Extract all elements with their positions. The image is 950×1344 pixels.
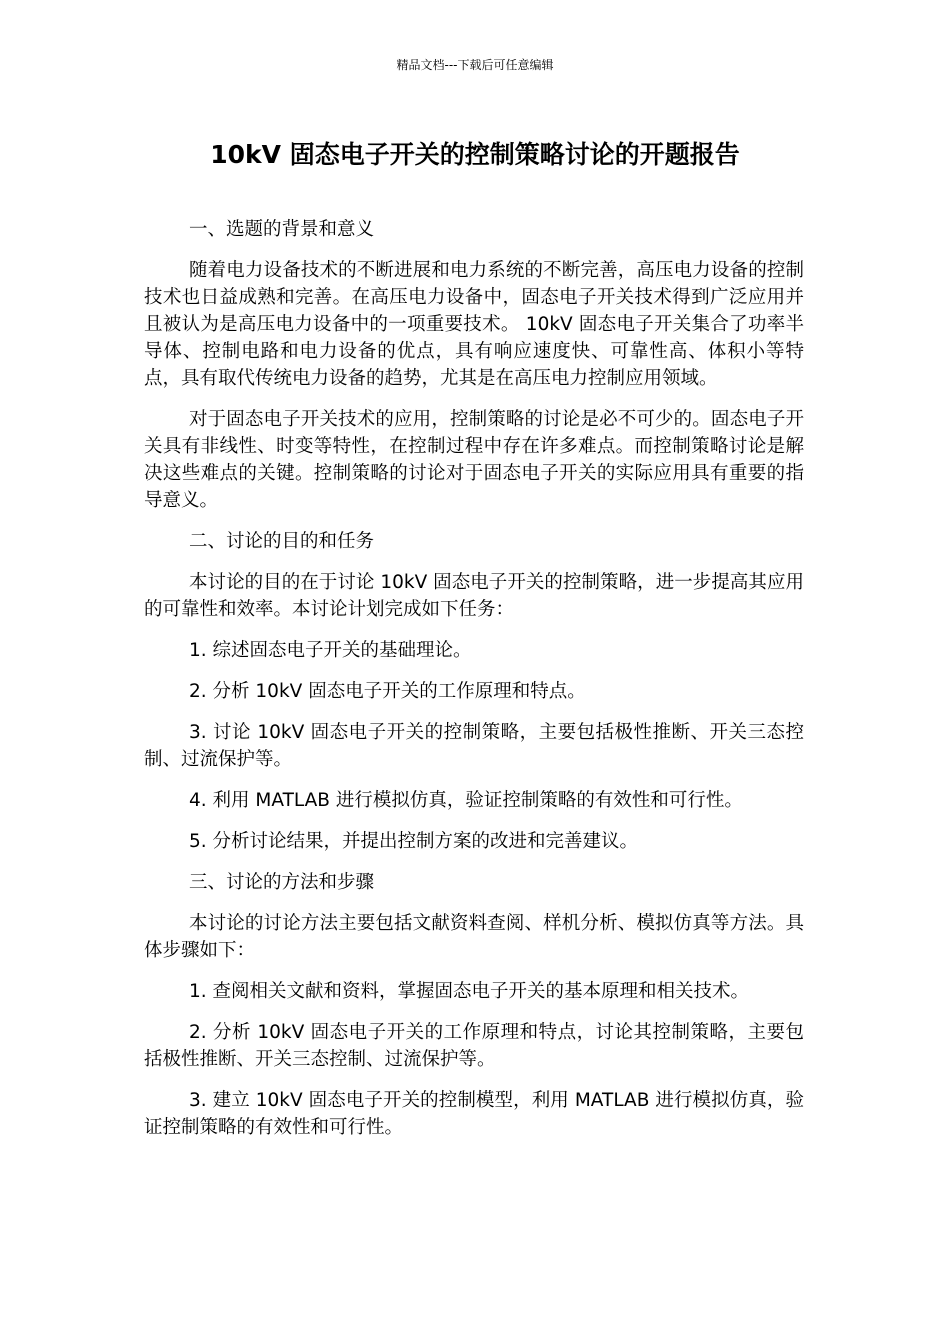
list-item: 3. 建立 10kV 固态电子开关的控制模型，利用 MATLAB 进行模拟仿真，验证控制策略的有效性和可行性。	[144, 1090, 804, 1138]
section-heading-methods: 三、讨论的方法和步骤	[189, 872, 375, 893]
paragraph-background-2: 对于固态电子开关技术的应用，控制策略的讨论是必不可少的。固态电子开关具有非线性、时变等特性，在控制过程中存在许多难点。而控制策略讨论是解决这些难点的关键。控制策略的讨论对于固态电子开关的实际应用具有重要的指导意义。	[144, 409, 804, 511]
section-heading-purpose: 二、讨论的目的和任务	[189, 531, 375, 552]
paragraph-purpose-intro: 本讨论的目的在于讨论 10kV 固态电子开关的控制策略，进一步提高其应用的可靠性和效率。本讨论计划完成如下任务：	[144, 572, 804, 620]
paragraph-methods-intro: 本讨论的讨论方法主要包括文献资料查阅、样机分析、模拟仿真等方法。具体步骤如下：	[144, 913, 804, 961]
list-item: 1. 综述固态电子开关的基础理论。	[189, 640, 472, 661]
list-item: 3. 讨论 10kV 固态电子开关的控制策略，主要包括极性推断、开关三态控制、过流保护等。	[144, 722, 804, 770]
page-header: 精品文档---下载后可任意编辑	[396, 58, 554, 72]
section-heading-background: 一、选题的背景和意义	[189, 219, 375, 240]
list-item: 1. 查阅相关文献和资料，掌握固态电子开关的基本原理和相关技术。	[189, 981, 750, 1002]
paragraph-background-1: 随着电力设备技术的不断进展和电力系统的不断完善，高压电力设备的控制技术也日益成熟和完善。在高压电力设备中，固态电子开关技术得到广泛应用并且被认为是高压电力设备中的一项重要技术。 10kV 固态电子开关集合了功率半导体、控制电路和电力设备的优点，具有响应速度快、可靠性高、体积小等特点，具有取代传统电力设备的趋势，尤其是在高压电力控制应用领域。	[144, 260, 804, 389]
list-item: 2. 分析 10kV 固态电子开关的工作原理和特点。	[189, 681, 586, 702]
document-body	[144, 216, 804, 1155]
list-item: 4. 利用 MATLAB 进行模拟仿真，验证控制策略的有效性和可行性。	[189, 790, 743, 811]
list-item: 5. 分析讨论结果，并提出控制方案的改进和完善建议。	[189, 831, 639, 852]
document-title: 10kV 固态电子开关的控制策略讨论的开题报告	[210, 140, 740, 169]
list-item: 2. 分析 10kV 固态电子开关的工作原理和特点，讨论其控制策略，主要包括极性推断、开关三态控制、过流保护等。	[144, 1022, 804, 1070]
